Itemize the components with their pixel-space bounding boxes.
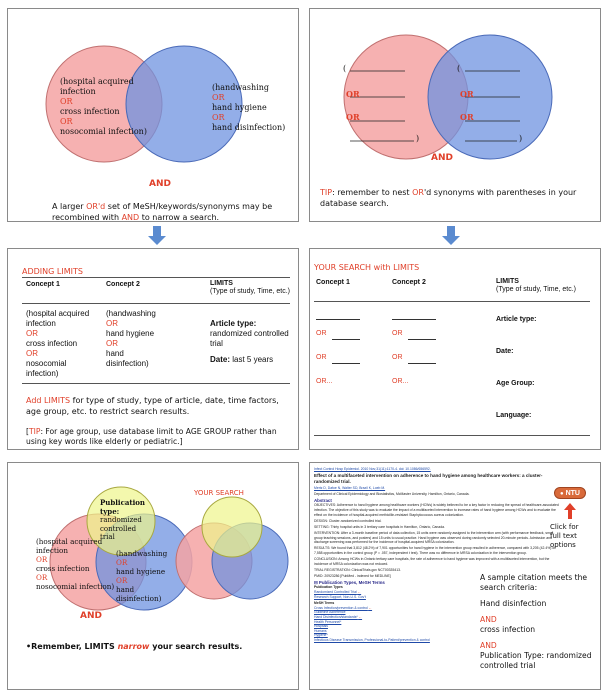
pub-types-heading: Publication Types xyxy=(314,585,343,590)
c1-or-more: OR... xyxy=(316,378,333,385)
abstract-results: RESULTS: We found that 3,812 (48.2%) of 7,901 opportunities for hand hygiene in the intervention group resulted in adherence, compared with 3,205 (42.4%) of 7,558 opportunities in the control group (P = .057, independent t test). There was no difference in MRSA colonization in the intervention group. xyxy=(314,546,556,556)
tip-caption: TIP: remember to nest OR'd synonyms with parentheses in your database search. xyxy=(320,188,577,208)
criteria-box xyxy=(478,571,600,687)
your-search-label: YOUR SEARCH xyxy=(194,489,244,497)
c2-or-more: OR... xyxy=(392,378,409,385)
left-paren-close: ) xyxy=(416,134,420,143)
right-paren-open: ( xyxy=(457,64,461,73)
mesh-hand-disinfection[interactable]: Hand Disinfection/standards* ← xyxy=(314,614,363,619)
criteria-and-1: AND xyxy=(480,615,497,624)
age-group-tip: [TIP: For age group, use database limit to AGE GROUP rather than using key words like elderly or pediatric.] xyxy=(26,427,277,446)
mesh-humans[interactable]: Humans xyxy=(314,628,327,633)
venn-limits-panel xyxy=(7,462,299,690)
mesh-transmission[interactable]: Infectious Disease Transmission, Professional-to-Patient/prevention & control xyxy=(314,637,430,642)
citation-authors[interactable]: Mertz D, Dafoe N, Walter SD, Brazil K, Loeb M. xyxy=(314,485,386,490)
ntu-logo-icon: ● xyxy=(560,491,564,497)
venn-caption: A larger OR'd set of MeSH/keywords/synonyms may be recombined with AND to narrow a search. xyxy=(52,202,273,222)
c2-or-1: OR xyxy=(392,330,403,337)
abstract-intervention: INTERVENTION: After a 3-month baseline period of data collection, 15 units were randomly assigned to the intervention arm (with performance feedback, small-group teaching sessions, and posters) and 15 units to usual practice. Hand hygiene was observed during randomly selected 20-minute periods. Admission and discharge screening was performed for the incidence of hospital-acquired MRSA colonization. xyxy=(314,531,555,545)
abstract-objectives: OBJECTIVES: Adherence to hand hygiene among healthcare workers (HCWs) is widely believed to be a key factor in reducing the spread of healthcare-associated infection. The objective of this study was to evaluate the impact of a multifaceted intervention to increase rates of hand hygiene among HCWs and to evaluate the effect on the incidence of hospital-acquired methicillin-resistant Staphylococcus aureus colonization. xyxy=(314,503,559,517)
field-age-group: Age Group: xyxy=(496,380,535,387)
citation-affiliation: Department of Clinical Epidemiology and Biostatistics, McMaster University, Hamilton, Ontario, Canada. xyxy=(314,492,470,497)
pub-types-toggle[interactable]: ⊟ Publication Types, MeSH Terms xyxy=(314,579,385,585)
pub-type-research[interactable]: Research Support, Non-U.S. Gov't xyxy=(314,594,366,599)
criteria-2: cross infection xyxy=(480,625,536,634)
left-circle-text: (hospital acquired infection OR cross infection OR nosocomial infection) xyxy=(36,537,115,591)
field-date: Date: xyxy=(496,348,514,355)
right-or-1: OR xyxy=(460,89,474,99)
add-limits-text: Add LIMITS for type of study, type of article, date, time factors, age group, etc. to restrict search results. xyxy=(26,396,279,416)
mesh-health-personnel[interactable]: Health Personnel* xyxy=(314,619,342,624)
and-label: AND xyxy=(149,179,171,189)
down-arrow-icon xyxy=(441,226,461,246)
click-note: Click for full text options xyxy=(550,523,579,549)
abstract-setting: SETTING: Thirty hospital units in 3 tertiary care hospitals in Hamilton, Ontario, Canada. xyxy=(314,524,445,529)
mesh-guideline[interactable]: Guideline Adherence xyxy=(314,610,346,615)
top-circle-text: Publication type: randomized controlled trial xyxy=(100,498,146,541)
left-paren-open: ( xyxy=(343,64,347,73)
down-arrow-icon xyxy=(147,226,167,246)
right-circle-text: (handwashing OR hand hygiene OR hand disinfection) xyxy=(116,549,168,603)
trial-registration: TRIAL REGISTRATION: ClinicalTrials.gov NCT00335413. xyxy=(314,568,401,573)
right-paren-close: ) xyxy=(519,134,523,143)
field-language: Language: xyxy=(496,412,532,419)
and-label: AND xyxy=(80,611,102,621)
c1-or-1: OR xyxy=(316,330,327,337)
field-article-type: Article type: xyxy=(496,316,537,323)
pmid-line: PMID: 20923286 [PubMed - indexed for MEDLINE] xyxy=(314,574,391,579)
left-circle-text: (hospital acquired infection OR cross infection OR nosocomial infection) xyxy=(60,77,147,136)
concept2-terms: (handwashing OR hand hygiene OR hand disinfection) xyxy=(106,309,156,368)
panel-title: ADDING LIMITS xyxy=(22,267,83,276)
concept1-terms: (hospital acquired infection OR cross infection OR nosocomial infection) xyxy=(26,309,90,378)
right-or-2: OR xyxy=(460,112,474,122)
left-or-2: OR xyxy=(346,112,360,122)
c2-or-2: OR xyxy=(392,354,403,361)
mesh-heading: MeSH Terms xyxy=(314,601,335,606)
full-text-button[interactable]: ● NTU xyxy=(554,487,586,499)
sample-citation-panel xyxy=(309,462,601,690)
mesh-cross-infection[interactable]: Cross Infection/prevention & control ← xyxy=(314,605,373,610)
and-label: AND xyxy=(431,153,453,163)
your-search-limits-panel xyxy=(309,248,601,450)
criteria-3: Publication Type: randomized controlled trial xyxy=(480,651,592,670)
c1-or-2: OR xyxy=(316,354,327,361)
adding-limits-panel xyxy=(7,248,299,450)
criteria-and-2: AND xyxy=(480,641,497,650)
abstract-heading: Abstract xyxy=(314,497,332,503)
up-arrow-icon xyxy=(564,503,576,519)
remember-note: •Remember, LIMITS narrow your search results. xyxy=(26,642,243,651)
concept1-header: Concept 1 xyxy=(316,279,350,286)
right-circle-text: (handwashing OR hand hygiene OR hand disinfection) xyxy=(212,83,286,132)
venn-template-panel xyxy=(309,8,601,222)
mesh-hygiene[interactable]: Hygiene* xyxy=(314,633,328,638)
abstract-design: DESIGN: Cluster-randomized controlled trial. xyxy=(314,518,382,523)
concept2-header: Concept 2 xyxy=(392,279,426,286)
panel-title: YOUR SEARCH with LIMITS xyxy=(314,263,420,272)
criteria-intro: A sample citation meets the search criteria: xyxy=(480,573,588,592)
venn-basic-panel xyxy=(7,8,299,222)
citation-title: Effect of a multifaceted intervention on adherence to hand hygiene among healthcare workers: a cluster-randomized trial. xyxy=(314,473,543,484)
limits-header: LIMITS (Type of study, Time, etc.) xyxy=(210,280,291,295)
citation-source-link[interactable]: Infect Control Hosp Epidemiol. 2010 Nov;31(11):1170-4. doi: 10.1086/656592. xyxy=(314,467,431,471)
limits-values: Article type: randomized controlled trial Date: last 5 years xyxy=(210,319,289,364)
criteria-1: Hand disinfection xyxy=(480,599,547,608)
concept2-header: Concept 2 xyxy=(106,281,140,288)
concept1-header: Concept 1 xyxy=(26,281,60,288)
mesh-hospitals[interactable]: Hospitals xyxy=(314,624,328,629)
left-or-1: OR xyxy=(346,89,360,99)
limits-header: LIMITS (Type of study, Time, etc.) xyxy=(496,278,577,293)
abstract-conclusion: CONCLUSION: Among HCWs in Ontario tertiary care hospitals, the rate of adherence to hand hygiene was improved with a multifaceted intervention, but the incidence of MRSA colonization was not reduced. xyxy=(314,557,550,566)
pub-type-rct[interactable]: Randomized Controlled Trial ← xyxy=(314,590,362,594)
